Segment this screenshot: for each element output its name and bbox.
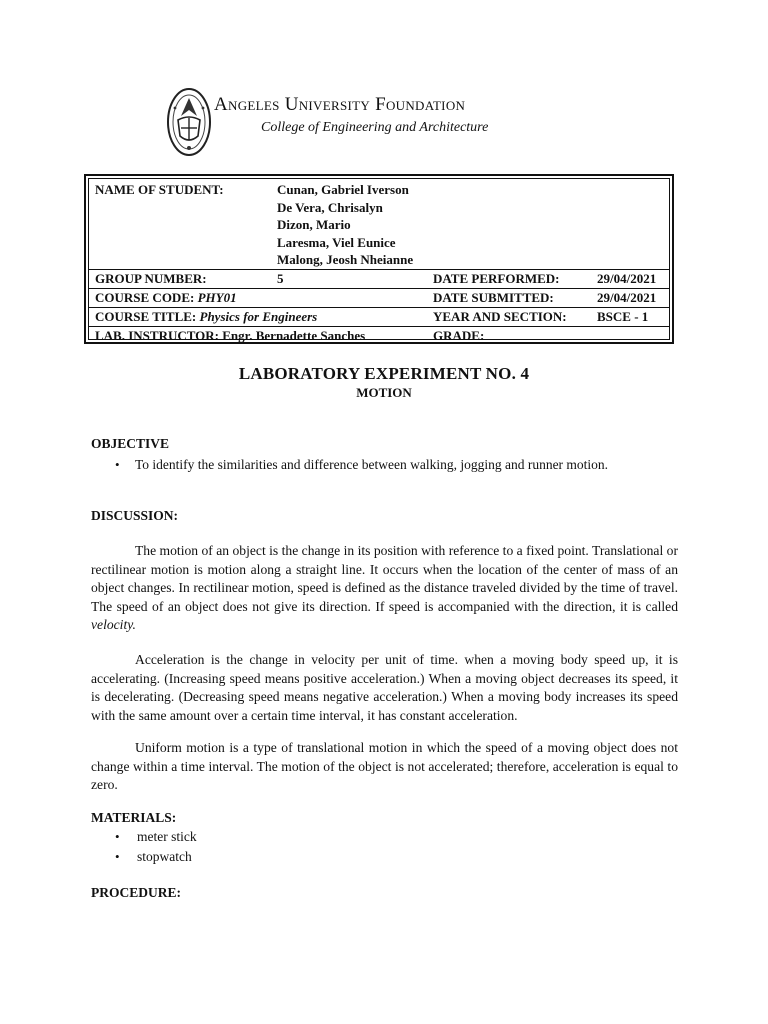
course-title-cell: [89, 307, 427, 326]
year-section-value: BSCE - 1: [591, 307, 669, 326]
date-submitted-label: DATE SUBMITTED:: [427, 288, 591, 307]
discussion-paragraph-2: Acceleration is the change in velocity per unit of time. when a moving body speed up, it is accelerating. (Increasing speed means positive acceleration.) When a moving object decreases its speed, it is decelerating. (Decreasing speed means negative acceleration.) When a moving body increases its speed with the same amount over a certain time interval, it has constant acceleration.: [91, 652, 678, 723]
velocity-term: velocity.: [91, 617, 136, 633]
bullet-icon: •: [115, 829, 120, 844]
student-name: Malong, Jeosh Nheianne: [277, 252, 414, 268]
discussion-paragraph-1: [91, 542, 678, 635]
instructor-value: Engr. Bernadette Sanches: [222, 327, 366, 343]
course-title-value: Physics for Engineers: [199, 308, 318, 324]
year-section-label: YEAR AND SECTION:: [427, 307, 591, 326]
material-text: meter stick: [137, 829, 197, 844]
experiment-title: LABORATORY EXPERIMENT NO. 4: [238, 364, 530, 383]
name-label: NAME OF STUDENT:: [95, 182, 224, 197]
discussion-paragraph-3: Uniform motion is a type of translational motion in which the speed of a moving object does not change within a time interval. The motion of the object is not accelerated; therefore, acceleration is equal to zero.: [91, 740, 678, 793]
student-info-table: [89, 179, 669, 345]
experiment-subtitle: MOTION: [356, 385, 412, 400]
student-info-box: [84, 174, 674, 344]
student-name: Cunan, Gabriel Iverson: [277, 182, 409, 197]
group-value: 5: [271, 269, 427, 288]
grade-label: GRADE:: [427, 326, 591, 345]
student-name: Laresma, Viel Eunice: [277, 234, 396, 250]
materials-heading: MATERIALS:: [91, 810, 177, 825]
group-label: GROUP NUMBER:: [89, 269, 271, 288]
college-name: College of Engineering and Architecture: [261, 120, 489, 135]
objective-text: To identify the similarities and difference between walking, jogging and runner motion.: [135, 457, 609, 472]
bullet-icon: •: [115, 849, 120, 864]
course-code-value: PHY01: [197, 289, 237, 305]
university-seal-icon: [164, 86, 214, 158]
bullet-icon: •: [115, 457, 120, 472]
course-title-label: COURSE TITLE:: [95, 308, 197, 324]
date-performed-value: 29/04/2021: [591, 269, 669, 288]
date-performed-label: DATE PERFORMED:: [427, 269, 591, 288]
student-names: [271, 179, 669, 269]
objective-heading: OBJECTIVE: [91, 436, 170, 451]
date-submitted-value: 29/04/2021: [591, 288, 669, 307]
grade-value: [591, 326, 669, 345]
procedure-heading: PROCEDURE:: [91, 885, 181, 900]
instructor-label: LAB. INSTRUCTOR:: [95, 327, 220, 343]
material-text: stopwatch: [137, 849, 192, 864]
course-code-label: COURSE CODE:: [95, 289, 195, 305]
course-code-cell: [89, 288, 427, 307]
document-header: [0, 84, 768, 164]
instructor-cell: [89, 326, 427, 345]
student-name: De Vera, Chrisalyn: [277, 199, 383, 215]
student-name: Dizon, Mario: [277, 217, 351, 233]
discussion-heading: DISCUSSION:: [91, 508, 179, 523]
discussion-p1-text: The motion of an object is the change in its position with reference to a fixed point. Translational or rectilinear motion is motion along a straight line. It occurs when the location of the center of mass of an object changes. In rectilinear motion, speed is defined as the distance traveled divided by the time of travel. The speed of an object does not give its direction. If speed is accompanied with the direction, it is called: [91, 543, 678, 614]
university-name: Angeles University Foundation: [214, 94, 466, 115]
